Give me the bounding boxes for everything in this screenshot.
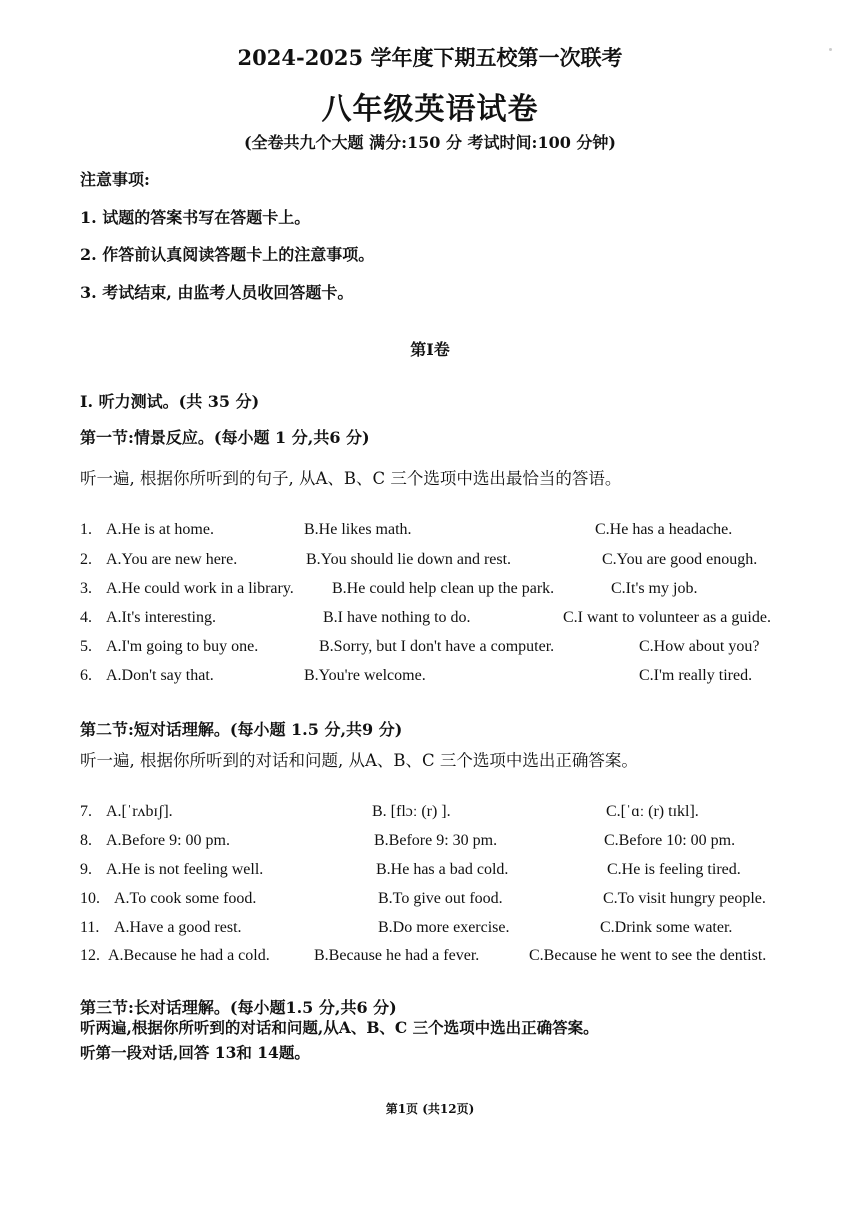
- option-c: C.How about you?: [639, 638, 760, 655]
- scan-speck: [829, 48, 832, 51]
- note-item-1: 1. 试题的答案书写在答题卡上。: [80, 208, 311, 227]
- option-a: A.I'm going to buy one.: [106, 638, 259, 655]
- option-a: A.Don't say that.: [106, 667, 214, 684]
- question-number: 4.: [80, 609, 92, 626]
- option-b: B.Do more exercise.: [378, 919, 510, 936]
- question-number: 6.: [80, 667, 92, 684]
- question-number: 3.: [80, 580, 92, 597]
- option-b: B.You're welcome.: [304, 667, 426, 684]
- option-b: B.I have nothing to do.: [323, 609, 471, 626]
- question-number: 5.: [80, 638, 92, 655]
- option-b: B.He likes math.: [304, 521, 412, 538]
- option-a: A.To cook some food.: [114, 890, 257, 907]
- part1-title: Ⅰ. 听力测试。(共 35 分): [80, 392, 260, 411]
- option-c: C.[ˈɑː (r) tɪkl].: [606, 803, 699, 820]
- exam-title: 八年级英语试卷: [321, 92, 539, 127]
- note-item-2: 2. 作答前认真阅读答题卡上的注意事项。: [80, 245, 375, 264]
- question-number: 10.: [80, 890, 100, 907]
- option-b: B.He could help clean up the park.: [332, 580, 555, 597]
- question-number: 1.: [80, 521, 92, 538]
- question-number: 2.: [80, 551, 92, 568]
- exam-header-line: 2024-2025 学年度下期五校第一次联考: [237, 45, 623, 70]
- section3-subinstruction: 听第一段对话,回答 13和 14题。: [80, 1043, 310, 1062]
- page-footer: 第1页 (共12页): [385, 1102, 475, 1116]
- option-a: A.Because he had a cold.: [108, 947, 270, 964]
- option-a: A.Before 9: 00 pm.: [106, 832, 230, 849]
- option-c: C.Before 10: 00 pm.: [604, 832, 736, 849]
- option-c: C.He has a headache.: [595, 521, 733, 538]
- section3-instruction: 听两遍,根据你所听到的对话和问题,从A、B、C 三个选项中选出正确答案。: [80, 1018, 599, 1037]
- notes-title: 注意事项:: [80, 170, 150, 189]
- option-a: A.He could work in a library.: [106, 580, 294, 597]
- question-number: 11.: [80, 919, 100, 936]
- option-a: A.It's interesting.: [106, 609, 216, 626]
- option-a: A.Have a good rest.: [114, 919, 242, 936]
- question-number: 12.: [80, 947, 100, 964]
- question-number: 9.: [80, 861, 92, 878]
- section3-title: 第三节:长对话理解。(每小题1.5 分,共6 分): [80, 998, 397, 1017]
- option-b: B.To give out food.: [378, 890, 503, 907]
- exam-info: (全卷共九个大题 满分:150 分 考试时间:100 分钟): [243, 133, 617, 152]
- option-b: B.Because he had a fever.: [314, 947, 480, 964]
- option-c: C.Because he went to see the dentist.: [529, 947, 767, 964]
- option-c: C.I want to volunteer as a guide.: [563, 609, 771, 626]
- volume-heading: 第Ⅰ卷: [410, 340, 450, 359]
- option-b: B.Before 9: 30 pm.: [374, 832, 498, 849]
- option-c: C.He is feeling tired.: [607, 861, 741, 878]
- option-b: B.Sorry, but I don't have a computer.: [319, 638, 555, 655]
- option-b: B.He has a bad cold.: [376, 861, 509, 878]
- option-c: C.I'm really tired.: [639, 667, 753, 684]
- option-b: B. [flɔː (r) ].: [372, 803, 451, 820]
- option-a: A.He is not feeling well.: [106, 861, 264, 878]
- question-number: 8.: [80, 832, 92, 849]
- section2-title: 第二节:短对话理解。(每小题 1.5 分,共9 分): [80, 720, 403, 739]
- section1-instruction: 听一遍, 根据你所听到的句子, 从A、B、C 三个选项中选出最恰当的答语。: [80, 469, 622, 488]
- option-c: C.Drink some water.: [600, 919, 733, 936]
- option-b: B.You should lie down and rest.: [306, 551, 512, 568]
- option-a: A.[ˈrʌbɪʃ].: [106, 803, 173, 820]
- note-item-3: 3. 考试结束, 由监考人员收回答题卡。: [80, 283, 354, 302]
- question-number: 7.: [80, 803, 92, 820]
- option-c: C.To visit hungry people.: [603, 890, 766, 907]
- section2-instruction: 听一遍, 根据你所听到的对话和问题, 从A、B、C 三个选项中选出正确答案。: [80, 751, 638, 770]
- section1-title: 第一节:情景反应。(每小题 1 分,共6 分): [80, 428, 370, 447]
- option-a: A.You are new here.: [106, 551, 238, 568]
- option-a: A.He is at home.: [106, 521, 214, 538]
- option-c: C.It's my job.: [611, 580, 698, 597]
- option-c: C.You are good enough.: [602, 551, 758, 568]
